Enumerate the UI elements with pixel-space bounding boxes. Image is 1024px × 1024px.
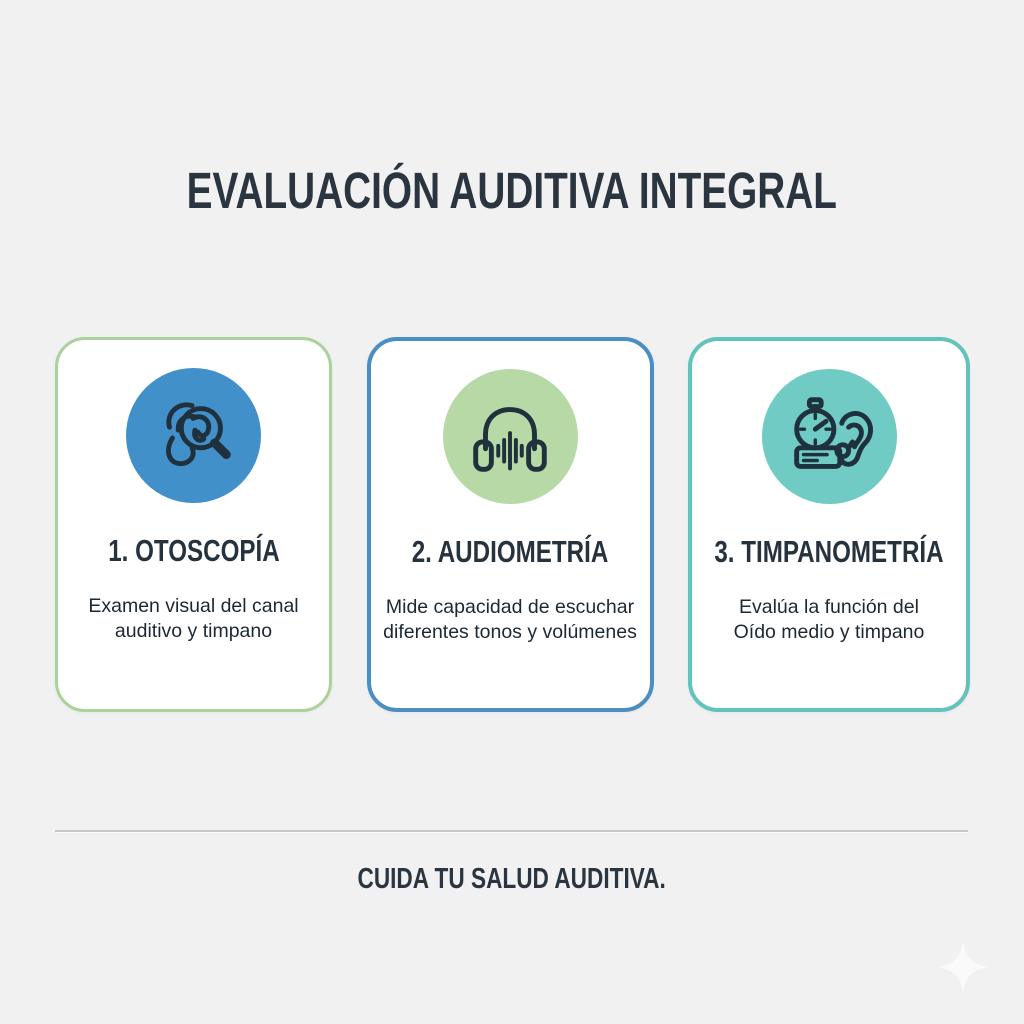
footer-tagline-text: CUIDA TU SALUD AUDITIVA. xyxy=(357,863,667,895)
card-description xyxy=(88,594,298,644)
stopwatch-ear-icon xyxy=(780,388,878,486)
sparkle-icon xyxy=(936,940,990,994)
card-title xyxy=(682,533,976,570)
process-card xyxy=(688,337,970,712)
ear-magnifier-icon xyxy=(145,387,243,485)
card-title-text: 2. AUDIOMETRÍA xyxy=(411,534,609,569)
card-description-line2: diferentes tonos y volúmenes xyxy=(383,621,637,643)
card-description-line1: Evalúa la función del xyxy=(739,596,919,618)
process-card xyxy=(55,337,332,712)
page-title xyxy=(0,162,1024,219)
card-title xyxy=(384,533,636,570)
card-description xyxy=(383,595,637,645)
footer-divider-line xyxy=(55,830,968,832)
page-title-text: EVALUACIÓN AUDITIVA INTEGRAL xyxy=(186,162,838,219)
card-description-line2: Oído medio y timpano xyxy=(733,621,925,643)
otoscopy-icon-circle xyxy=(126,368,261,503)
process-card xyxy=(367,337,654,712)
process-cards-row xyxy=(55,337,970,712)
footer-tagline xyxy=(0,862,1024,896)
card-description-line1: Examen visual del canal xyxy=(88,595,299,617)
audiometry-icon-circle xyxy=(443,369,578,504)
card-description-line1: Mide capacidad de escuchar xyxy=(385,596,635,618)
tympanometry-icon-circle xyxy=(762,369,897,504)
card-description-line2: auditivo y timpano xyxy=(114,620,273,642)
card-description xyxy=(734,595,925,645)
card-title-text: 1. OTOSCOPÍA xyxy=(107,533,280,568)
card-title xyxy=(84,532,304,569)
card-title-text: 3. TIMPANOMETRÍA xyxy=(714,534,944,569)
headphones-soundwave-icon xyxy=(461,388,559,486)
